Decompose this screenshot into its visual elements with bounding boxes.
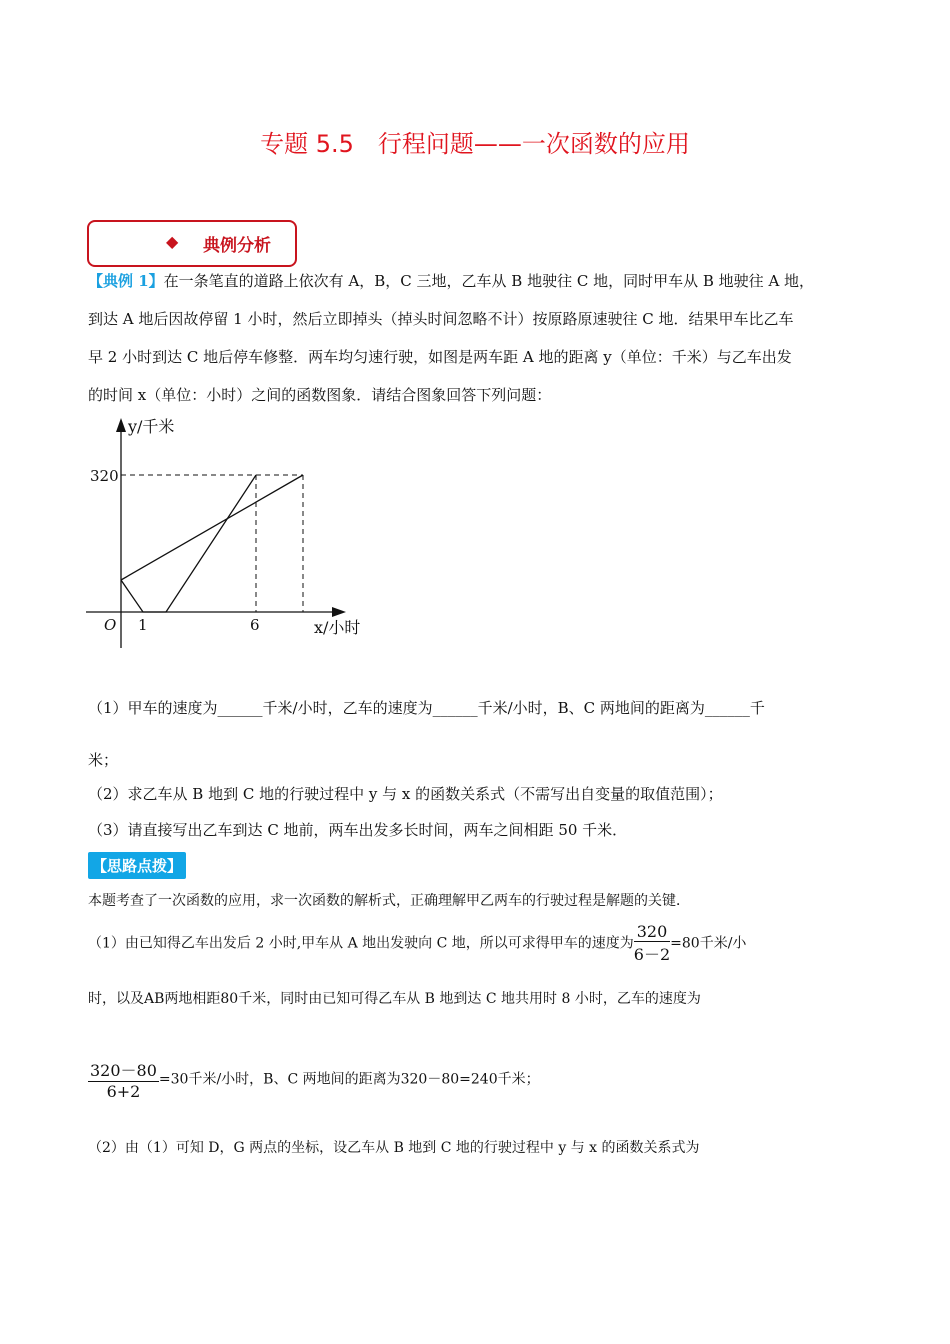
x-axis-arrow-icon xyxy=(332,607,346,617)
yi-line xyxy=(121,475,303,580)
tip-text: =30千米/小时，B、C 两地间的距离为320－80=240千米； xyxy=(158,1071,540,1088)
origin-label: O xyxy=(104,616,117,634)
fraction xyxy=(88,1058,159,1101)
question-2: （2）求乙车从 B 地到 C 地的行驶过程中 y 与 x 的函数关系式（不需写出自变量的取值范围）； xyxy=(88,785,723,803)
y-axis-label: y/千米 xyxy=(128,417,175,436)
y-axis-arrow-icon xyxy=(116,418,126,432)
example-line: 的时间 x（单位：小时）之间的函数图象．请结合图象回答下列问题： xyxy=(88,386,552,404)
x-tick-label: 6 xyxy=(250,616,260,634)
tip-line: 时，以及AB两地相距80千米，同时由已知可得乙车从 B 地到达 C 地共用时 8 小时，乙车的速度为 xyxy=(88,991,701,1007)
section-label: 典例分析 xyxy=(203,236,271,256)
denominator: 6－2 xyxy=(633,945,671,964)
fraction xyxy=(634,922,670,965)
tip-line: （2）由（1）可知 D，G 两点的坐标，设乙车从 B 地到 C 地的行驶过程中 y 与 x 的函数关系式为 xyxy=(88,1140,700,1156)
jia-line xyxy=(121,475,256,612)
tip-text: =80千米/小 xyxy=(670,935,747,952)
question-3: （3）请直接写出乙车到达 C 地前，两车出发多长时间，两车之间相距 50 千米． xyxy=(88,821,628,839)
question-1-end: 米； xyxy=(88,751,119,769)
page-title: 专题 5.5 行程问题——一次函数的应用 xyxy=(260,130,690,158)
tip-line xyxy=(88,922,746,965)
example-text: 在一条笔直的道路上依次有 A，B，C 三地，乙车从 B 地驶往 C 地，同时甲车从 B 地驶往 A 地， xyxy=(163,272,815,290)
tip-tag: 【思路点拨】 xyxy=(88,852,186,879)
question-1: （1）甲车的速度为______千米/小时，乙车的速度为______千米/小时，B、C 两地间的距离为______千 xyxy=(88,699,765,717)
dashed-guides xyxy=(121,475,303,612)
diamond-icon: ◆ xyxy=(166,232,179,251)
tip-line xyxy=(88,1058,540,1101)
tip-intro: 本题考查了一次函数的应用，求一次函数的解析式，正确理解甲乙两车的行驶过程是解题的关键． xyxy=(88,893,690,909)
numerator: 320 xyxy=(634,922,670,942)
example-tag: 【典例 1】 xyxy=(88,272,164,290)
denominator: 6+2 xyxy=(106,1082,141,1101)
y-tick-label: 320 xyxy=(90,467,119,485)
numerator: 320－80 xyxy=(88,1058,159,1082)
example-line: 早 2 小时到达 C 地后停车修整．两车均匀速行驶，如图是两车距 A 地的距离 y（单位：千米）与乙车出发 xyxy=(88,348,792,366)
tip-text: （1）由已知得乙车出发后 2 小时,甲车从 A 地出发驶向 C 地，所以可求得甲车的速度为 xyxy=(88,935,634,952)
x-tick-label: 1 xyxy=(138,616,148,634)
example-line: 到达 A 地后因故停留 1 小时，然后立即掉头（掉头时间忽略不计）按原路原速驶往 C 地．结果甲车比乙车 xyxy=(88,310,794,328)
x-axis-label: x/小时 xyxy=(314,618,361,637)
